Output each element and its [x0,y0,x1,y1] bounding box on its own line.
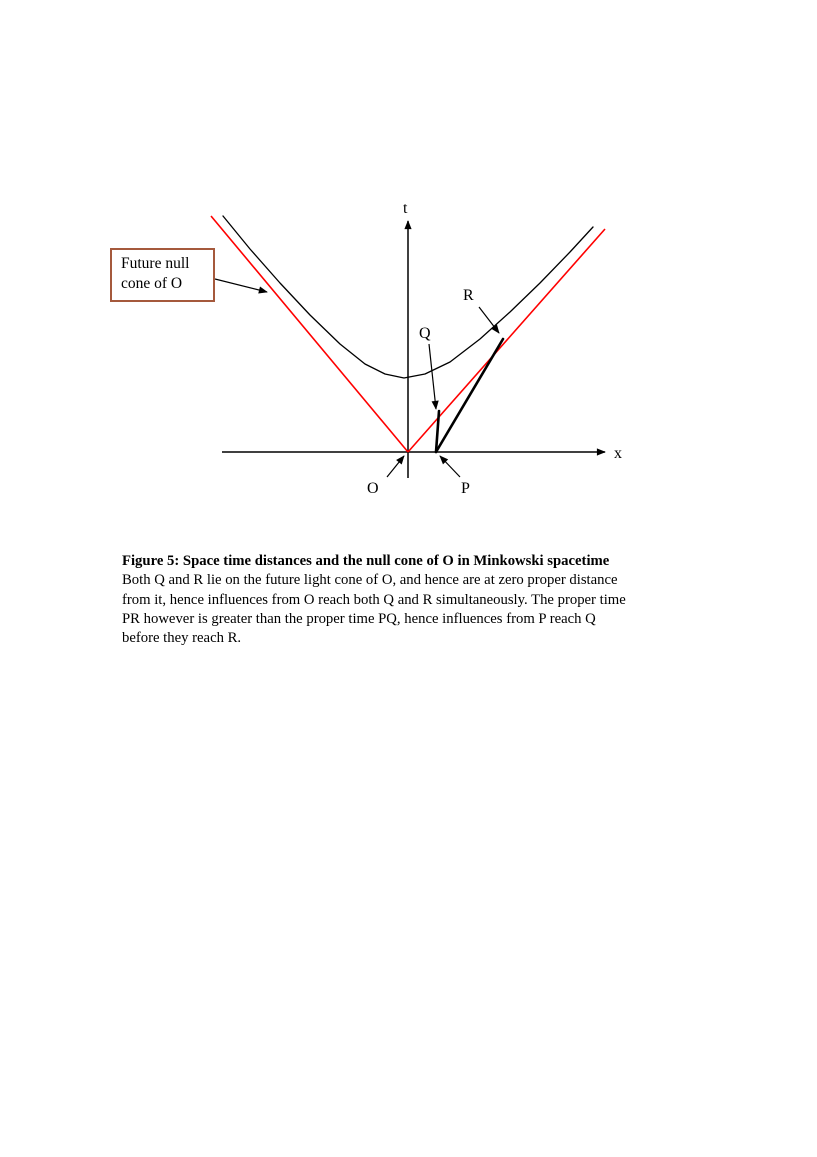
callout-text: Future null cone of O [121,255,190,292]
point-label-Q: Q [419,325,431,342]
caption-body-line: from it, hence influences from O reach both Q and R simultaneously. The proper time [122,591,626,608]
null-cone-left-branch [211,216,408,452]
caption-body-line: PR however is greater than the proper time PQ, hence influences from P reach Q [122,610,596,627]
caption-body-line: before they reach R. [122,630,242,647]
x-axis-label: x [614,445,622,462]
callout-box [110,248,215,302]
point-label-R: R [463,287,474,304]
callout-pointer-arrow [215,279,267,292]
arrow-to-P [440,456,460,477]
point-label-P: P [461,480,470,497]
point-label-O: O [367,480,379,497]
caption-title: Figure 5: Space time distances and the null cone of O in Minkowski spacetime [122,553,610,569]
caption-body-line: Both Q and R lie on the future light cone of O, and hence are at zero proper distance [122,572,618,589]
t-axis-label: t [403,200,408,217]
figure-caption [122,552,722,648]
arrow-to-Q [429,344,436,409]
arrow-to-R [479,307,499,333]
segment-PR [436,339,503,452]
arrow-to-O [387,456,404,477]
